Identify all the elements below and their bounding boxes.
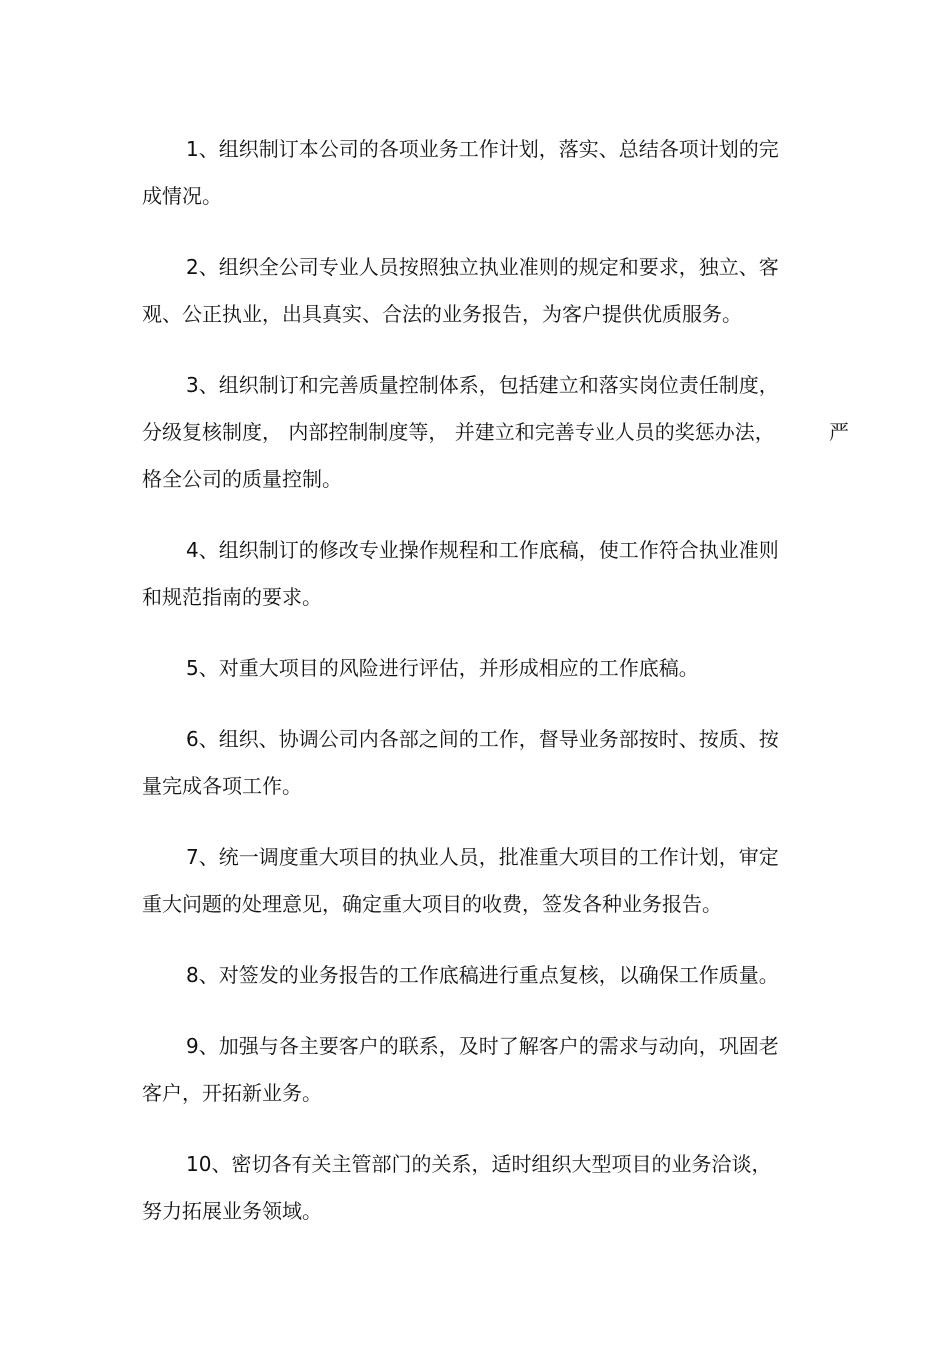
item-6-line-1: 6、组织、协调公司内各部之间的工作，督导业务部按时、按质、按 [186, 727, 779, 751]
item-1-line-2: 成情况。 [142, 184, 222, 208]
item-10-line-1: 10、密切各有关主管部门的关系，适时组织大型项目的业务洽谈， [186, 1152, 772, 1176]
item-9-line-1: 9、加强与各主要客户的联系，及时了解客户的需求与动向，巩固老 [186, 1034, 779, 1058]
item-10-line-2: 努力拓展业务领域。 [142, 1199, 322, 1223]
item-3-line-3: 格全公司的质量控制。 [142, 467, 342, 491]
item-6-line-2: 量完成各项工作。 [142, 774, 302, 798]
item-9-line-2: 客户，开拓新业务。 [142, 1081, 322, 1105]
item-8-line-1: 8、对签发的业务报告的工作底稿进行重点复核，以确保工作质量。 [186, 963, 779, 987]
item-3-line-2-tail: 严 [829, 420, 849, 444]
item-7-line-1: 7、统一调度重大项目的执业人员，批准重大项目的工作计划，审定 [186, 845, 779, 869]
item-3-line-2: 分级复核制度， 内部控制制度等， 并建立和完善专业人员的奖惩办法， [142, 420, 775, 444]
item-3-line-1: 3、组织制订和完善质量控制体系，包括建立和落实岗位责任制度， [186, 373, 779, 397]
item-4-line-1: 4、组织制订的修改专业操作规程和工作底稿，使工作符合执业准则 [186, 538, 779, 562]
item-5-line-1: 5、对重大项目的风险进行评估，并形成相应的工作底稿。 [186, 656, 699, 680]
item-4-line-2: 和规范指南的要求。 [142, 585, 322, 609]
item-2-line-2: 观、公正执业，出具真实、合法的业务报告，为客户提供优质服务。 [142, 302, 742, 326]
item-1-line-1: 1、组织制订本公司的各项业务工作计划，落实、总结各项计划的完 [186, 137, 779, 161]
item-7-line-2: 重大问题的处理意见，确定重大项目的收费，签发各种业务报告。 [142, 892, 722, 916]
item-2-line-1: 2、组织全公司专业人员按照独立执业准则的规定和要求，独立、客 [186, 255, 779, 279]
